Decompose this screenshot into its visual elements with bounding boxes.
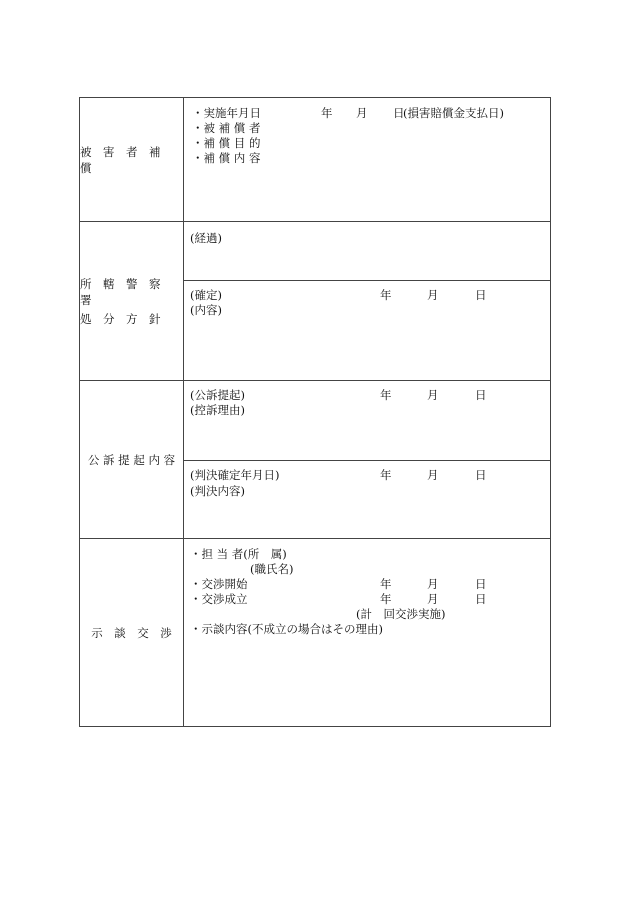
judgment-day-label: 日 [475,468,487,482]
section-police-disposition [80,221,550,380]
label-police-disposition [80,222,184,380]
negotiation-start-label: ・交渉開始 [190,577,248,591]
indictment-month-label: 月 [427,388,439,402]
label-police-line2: 処 分 方 針 [80,311,161,326]
label-prosecution [80,381,184,538]
victim-day-label: 日 [393,106,405,120]
start-month-label: 月 [427,577,439,591]
section-prosecution [80,380,550,538]
police-year-label: 年 [380,288,392,302]
item-compensation-content [192,151,260,165]
established-year-label: 年 [380,592,392,606]
compensation-purpose-label: ・補 償 目 的 [192,136,261,150]
title-name-label: (職氏名) [250,562,294,576]
prosecution-indictment-cell[interactable] [184,381,550,460]
police-decision-cell[interactable] [184,280,550,380]
label-settlement-text: 示 談 交 渉 [91,625,172,640]
compensation-content-label: ・補 償 内 容 [192,151,261,165]
start-day-label: 日 [475,577,487,591]
start-year-label: 年 [380,577,392,591]
established-month-label: 月 [427,592,439,606]
negotiation-count-label: (計 回交渉実施) [356,607,446,621]
label-settlement-negotiation [80,539,184,726]
judgment-year-label: 年 [380,468,392,482]
negotiation-established-label: ・交渉成立 [190,592,248,606]
item-compensation-purpose [192,136,260,150]
police-content-label: (内容) [190,303,222,317]
label-victim-compensation-text: 被 害 者 補 償 [80,144,172,175]
victim-month-label: 月 [356,106,368,120]
section-settlement-negotiation [80,538,550,726]
prosecution-judgment-cell[interactable] [184,460,550,538]
police-progress-label: (経過) [190,231,222,245]
compensated-person-label: ・被 補 償 者 [192,121,261,135]
judgment-month-label: 月 [427,468,439,482]
content-victim-compensation[interactable] [184,98,550,221]
police-day-label: 日 [475,288,487,302]
judgment-date-label: (判決確定年月日) [190,468,280,482]
section-victim-compensation [80,98,550,221]
police-month-label: 月 [427,288,439,302]
content-prosecution [184,381,550,538]
established-day-label: 日 [475,592,487,606]
appeal-reason-label: (控訴理由) [190,403,245,417]
settlement-content-label: ・示談内容(不成立の場合はその理由) [190,622,383,636]
indictment-year-label: 年 [380,388,392,402]
content-settlement-negotiation[interactable] [184,539,550,726]
implementation-date-label: ・実施年月日 [192,106,261,120]
police-decision-label: (確定) [190,288,222,302]
content-police-disposition [184,222,550,380]
judgment-content-label: (判決内容) [190,484,245,498]
item-implementation-date [192,106,261,120]
victim-date-note: (損害賠償金支払日) [403,106,504,120]
label-police-line1: 所 轄 警 察 署 [80,276,172,307]
indictment-label: (公訴提起) [190,388,245,402]
person-in-charge-label: ・担 当 者(所 属) [190,547,287,561]
report-form-table [79,97,551,727]
item-compensated-person [192,121,260,135]
label-victim-compensation [80,98,184,221]
police-progress-cell[interactable] [184,222,550,280]
indictment-day-label: 日 [475,388,487,402]
label-prosecution-text: 公 訴 提 起 内 容 [87,452,176,467]
victim-year-label: 年 [321,106,333,120]
